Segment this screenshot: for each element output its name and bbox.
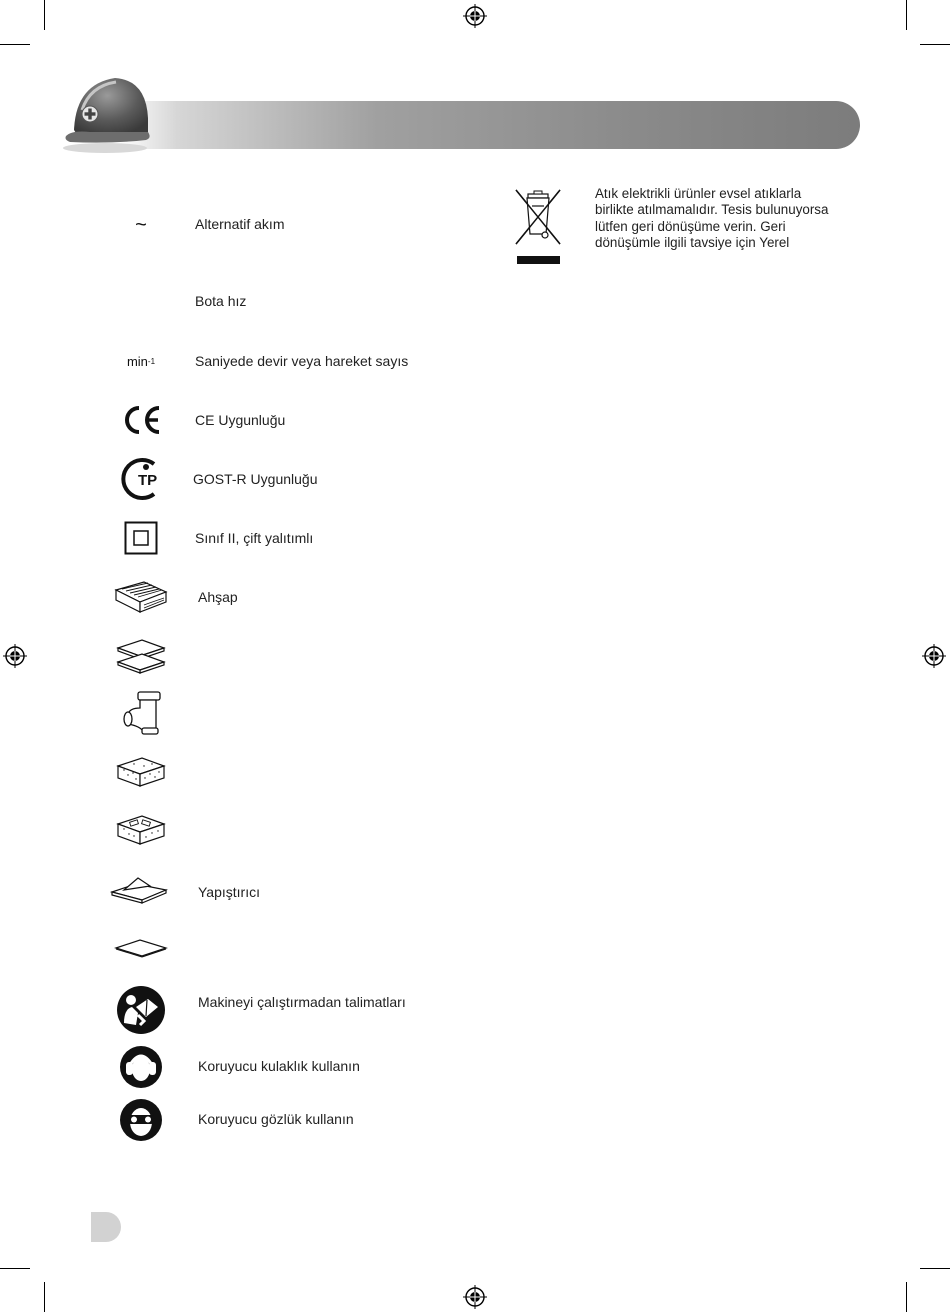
read-manual-icon: [116, 985, 166, 1035]
weee-note-line: dönüşümle ilgili tavsiye için Yerel: [595, 235, 790, 251]
crossed-out-wheelie-bin-icon: [512, 186, 564, 266]
crop-mark: [0, 44, 30, 45]
crop-mark: [920, 44, 950, 45]
registration-mark-icon: [3, 644, 27, 668]
concrete-block-icon: [114, 814, 168, 848]
weee-note-line: Atık elektrikli ürünler evsel atıklarla: [595, 186, 802, 201]
ear-protection-icon: [119, 1045, 163, 1089]
rpm-unit-exponent: -1: [147, 356, 156, 366]
header-bar: [118, 101, 860, 149]
registration-mark-icon: [463, 1285, 487, 1309]
crop-mark: [906, 0, 907, 30]
symbol-label: Bota hız: [195, 293, 247, 309]
alternating-current-icon: ~: [135, 213, 147, 236]
registration-mark-icon: [463, 4, 487, 28]
crop-mark: [44, 1282, 45, 1312]
thin-sheet-icon: [112, 938, 170, 958]
double-insulation-icon: [124, 521, 158, 555]
rpm-unit-icon: [118, 350, 164, 372]
symbol-label: Yapıştırıcı: [198, 884, 260, 900]
crop-mark: [906, 1282, 907, 1312]
ce-mark-icon: [121, 404, 163, 436]
crop-mark: [920, 1268, 950, 1269]
weee-note-line: lütfen geri dönüşüme verin. Geri: [595, 218, 786, 234]
rpm-unit-text: min: [126, 353, 148, 369]
hard-hat-icon: [60, 70, 160, 155]
crop-mark: [0, 1268, 30, 1269]
registration-mark-icon: [922, 644, 946, 668]
plastic-pipe-icon: [120, 690, 164, 736]
symbol-label: Alternatif akım: [195, 216, 285, 232]
symbol-label: Koruyucu gözlük kullanın: [198, 1111, 354, 1127]
crop-mark: [44, 0, 45, 30]
page-number-tab: [91, 1212, 121, 1242]
symbol-label: Sınıf II, çift yalıtımlı: [195, 530, 314, 546]
weee-note-line: birlikte atılmamalıdır. Tesis bulunuyorsa: [595, 202, 829, 218]
eye-protection-icon: [119, 1098, 163, 1142]
symbol-label: Makineyi çalıştırmadan talimatları: [198, 994, 406, 1010]
wood-material-icon: [114, 580, 168, 614]
symbol-label: Saniyede devir veya hareket sayıs: [195, 353, 409, 369]
symbol-label: GOST-R Uygunluğu: [193, 471, 318, 487]
symbol-label: Ahşap: [198, 589, 238, 605]
weee-disposal-note: [595, 186, 860, 252]
gost-r-mark-icon: [116, 456, 168, 502]
svg-text:TP: TP: [138, 472, 158, 489]
metal-sheet-icon: [114, 638, 168, 674]
symbol-label: CE Uygunluğu: [195, 412, 286, 428]
brick-material-icon: [114, 756, 168, 790]
adhesive-material-icon: [110, 876, 170, 906]
symbol-label: Koruyucu kulaklık kullanın: [198, 1058, 360, 1074]
